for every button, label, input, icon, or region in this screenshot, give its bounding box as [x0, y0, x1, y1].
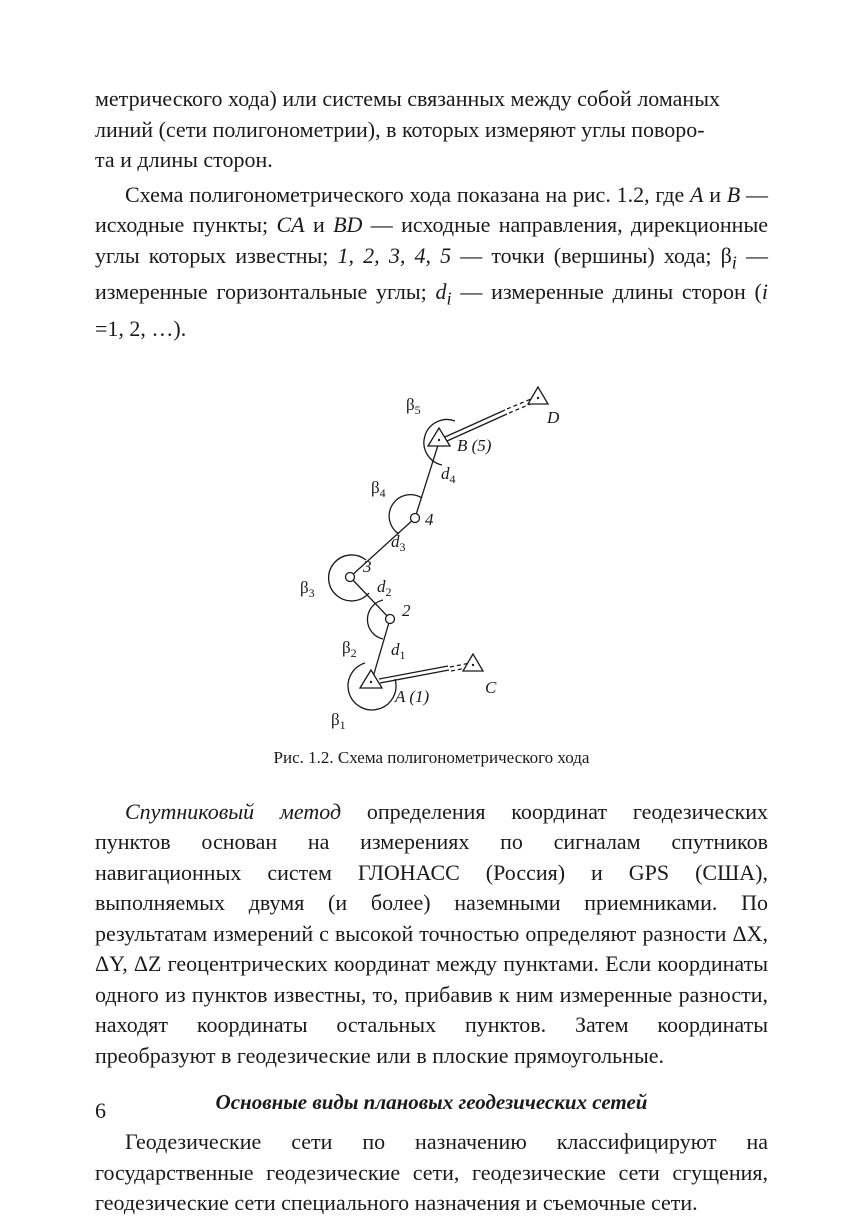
figure-caption: Рис. 1.2. Схема полигонометрического хода — [273, 747, 590, 767]
section-heading: Основные виды плановых геодезических сетей — [215, 1090, 648, 1115]
text-line: метрического хода) или системы связанных между собой ломаных — [95, 86, 720, 111]
angle-beta2-arc — [367, 600, 383, 639]
figure-polygonometric-traverse — [95, 363, 768, 743]
emphasis-term: Спутниковый метод — [125, 798, 342, 824]
vertex-4 — [411, 513, 420, 522]
label-beta3: $\beta_3$ — [300, 577, 315, 600]
label-point-A: A (1) — [395, 686, 430, 706]
label-beta4: $\beta_4$ — [371, 477, 386, 500]
paragraph-scheme-description: Схема полигонометрического хода показана на рис. 1.2, где A и B — исходные пункты; CA и BD — исходные направления, дирекционные углы которых известны; 1, 2, 3, 4, 5 — точки (вершины) хода; $\beta_i$ — измеренные горизонтальные углы; $d_i$ — измеренные длины сторон (i =1, 2, …). — [95, 181, 769, 342]
label-d1: $d_1$ — [391, 639, 406, 662]
text-line: та и длины сторон. — [95, 147, 273, 172]
label-point-3: 3 — [363, 556, 372, 576]
label-beta5: $\beta_5$ — [406, 394, 421, 417]
paragraph-continuation — [95, 84, 768, 176]
station-D-triangle-icon — [528, 387, 548, 404]
paragraph-network-classification: Геодезические сети по назначению классифицируют на государственные геодезические сети, геодезические сети сгущения, геодезические сети специального назначения и съемочные сети. — [95, 1129, 768, 1216]
traverse-diagram — [95, 363, 768, 743]
label-beta2: $\beta_2$ — [342, 637, 357, 660]
station-B-triangle-icon — [428, 428, 450, 446]
vertex-3 — [346, 572, 355, 581]
label-point-D: D — [547, 407, 560, 427]
label-point-4: 4 — [425, 509, 434, 529]
direction-BD — [445, 410, 505, 437]
label-d3: $d_3$ — [391, 531, 406, 554]
text-line: линий (сети полигонометрии), в которых измеряют углы поворо- — [95, 116, 705, 142]
station-A-triangle-icon — [360, 670, 382, 688]
label-d2: $d_2$ — [377, 576, 392, 599]
label-point-B: B (5) — [457, 435, 492, 455]
station-C-triangle-icon — [463, 654, 483, 671]
label-point-2: 2 — [402, 600, 411, 620]
paragraph-satellite-method: Спутниковый метод определения координат геодезических пунктов основан на измерениях по сигналам спутников навигационных систем ГЛОНАСС (Россия) и GPS (США), выполняемых двумя (и более) наземными приемниками. По результатам измерений с высокой точностью определяют разности ΔX, ΔY, ΔZ геоцентрических координат между пунктами. Если координаты одного из пунктов известны, то, прибавив к ним измеренные разности, находят координаты остальных пунктов. Затем координаты преобразуют в геодезические или в плоские прямоугольные. — [95, 798, 768, 1068]
page-number: 6 — [95, 1098, 106, 1123]
page-body — [95, 84, 768, 1219]
label-point-C: C — [485, 677, 497, 697]
label-d4: $d_4$ — [441, 463, 456, 486]
vertex-2 — [386, 614, 395, 623]
label-beta1: $\beta_1$ — [331, 709, 346, 732]
